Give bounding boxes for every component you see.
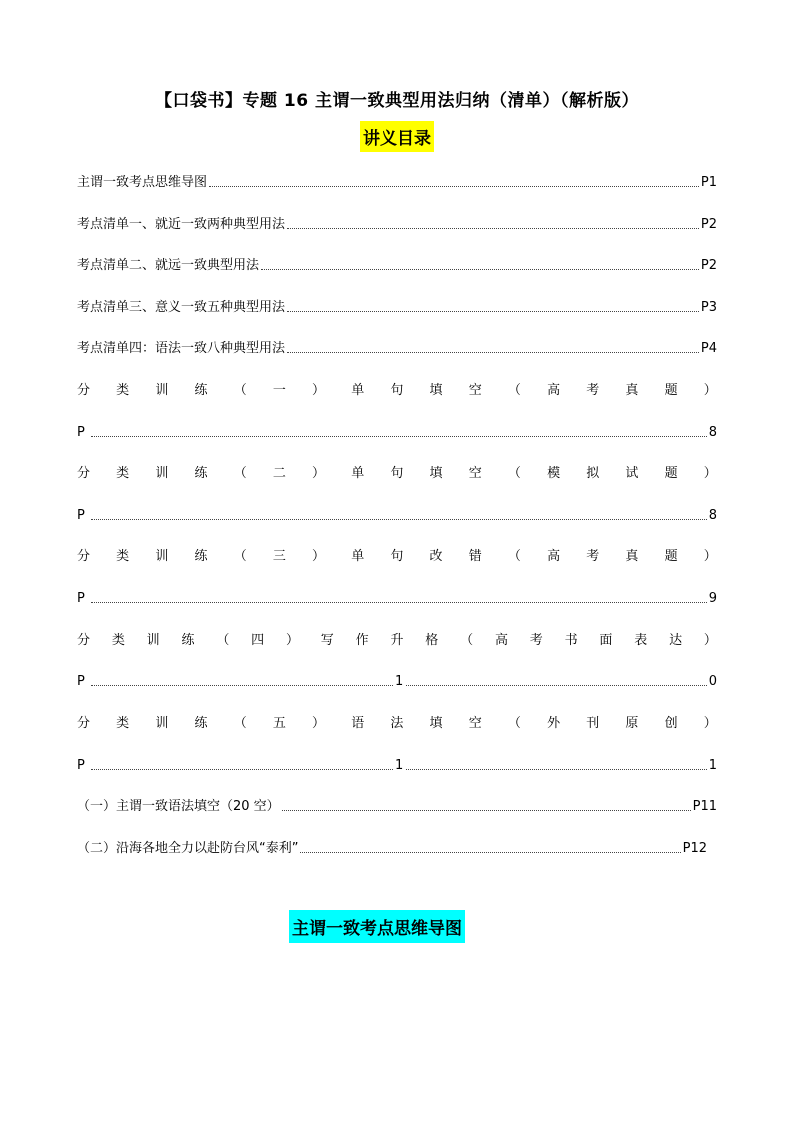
toc-char: ） [312, 716, 326, 731]
page-number: 8 [708, 425, 717, 440]
toc-wide-entry-3[interactable] [77, 542, 717, 564]
toc-heading: 讲义目录 [360, 121, 434, 152]
page-number-part: 1 [395, 674, 404, 689]
toc-char: 训 [146, 633, 160, 648]
toc-entry-label: 考点清单二、就远一致典型用法 [77, 258, 260, 273]
leader-dots [91, 602, 707, 603]
toc-char: 法 [390, 716, 404, 731]
toc-char: 升 [390, 633, 404, 648]
toc-entry[interactable] [77, 334, 717, 356]
toc-char: 高 [547, 383, 561, 398]
toc-char: ） [703, 383, 717, 398]
document-title: 【口袋书】专题 16 主谓一致典型用法归纳（清单）（解析版） [155, 91, 639, 111]
toc-char: 练 [194, 383, 208, 398]
toc-char: 训 [155, 466, 169, 481]
toc-char: 分 [77, 549, 91, 564]
toc-char: 类 [116, 466, 130, 481]
toc-char: 句 [390, 466, 404, 481]
toc-char: 类 [111, 633, 125, 648]
toc-char: 训 [155, 383, 169, 398]
toc-char: （ [507, 549, 521, 564]
toc-char: 表 [634, 633, 648, 648]
toc-entry-page: P2 [700, 217, 717, 232]
toc-char: 分 [77, 466, 91, 481]
toc-char: 空 [468, 716, 482, 731]
toc-char: 分 [77, 716, 91, 731]
page-number: 1 [708, 758, 717, 773]
toc-entry-page: P4 [700, 341, 717, 356]
toc-char: 三 [272, 549, 286, 564]
toc-wide-entry-4[interactable] [77, 626, 717, 648]
toc-entry-page: P1 [700, 175, 717, 190]
toc-char: 单 [351, 549, 365, 564]
toc-char: 真 [625, 383, 639, 398]
toc-char: 练 [194, 716, 208, 731]
leader-dots [209, 186, 699, 187]
toc-entry-label: （二）沿海各地全力以赴防台风“泰利” [77, 841, 299, 856]
toc-entry[interactable] [77, 168, 717, 190]
page-prefix: P [77, 674, 85, 689]
page-number: 0 [708, 674, 717, 689]
toc-char: （ [216, 633, 230, 648]
toc-char: 练 [194, 466, 208, 481]
toc-entry-label: 考点清单一、就近一致两种典型用法 [77, 217, 286, 232]
toc-char: （ [507, 466, 521, 481]
toc-char: 类 [116, 549, 130, 564]
page-prefix: P [77, 591, 85, 606]
toc-entry-label: 考点清单四：语法一致八种典型用法 [77, 341, 286, 356]
leader-dots [282, 810, 691, 811]
toc-char: ） [703, 549, 717, 564]
toc-char: 考 [586, 383, 600, 398]
toc-char: ） [703, 466, 717, 481]
toc-char: 练 [194, 549, 208, 564]
toc-wide-entry-1[interactable] [77, 376, 717, 398]
toc-char: 真 [625, 549, 639, 564]
page-prefix: P [77, 758, 85, 773]
leader-dots [287, 352, 699, 353]
toc-wide-page-row-4 [77, 667, 717, 689]
page-number: 8 [708, 508, 717, 523]
toc-char: 写 [320, 633, 334, 648]
toc-char: 填 [429, 466, 443, 481]
toc-char: （ [233, 716, 247, 731]
toc-char: 一 [272, 383, 286, 398]
toc-char: 错 [468, 549, 482, 564]
toc-char: 高 [547, 549, 561, 564]
page-prefix: P [77, 508, 85, 523]
toc-wide-page-row-3 [77, 584, 717, 606]
toc-char: 空 [468, 383, 482, 398]
toc-char: 题 [664, 549, 678, 564]
toc-char: 作 [355, 633, 369, 648]
toc-char: ） [285, 633, 299, 648]
page-number: 9 [708, 591, 717, 606]
toc-char: （ [460, 633, 474, 648]
toc-char: 考 [529, 633, 543, 648]
toc-wide-page-row-1 [77, 418, 717, 440]
toc-char: 句 [390, 383, 404, 398]
toc-entry-page: P11 [692, 799, 717, 814]
toc-char: 书 [564, 633, 578, 648]
section-heading: 主谓一致考点思维导图 [289, 910, 465, 943]
toc-char: 改 [429, 549, 443, 564]
toc-char: 考 [586, 549, 600, 564]
leader-dots [287, 228, 699, 229]
toc-char: 类 [116, 716, 130, 731]
toc-wide-page-row-2 [77, 501, 717, 523]
toc-char: 四 [251, 633, 265, 648]
toc-char: 语 [351, 716, 365, 731]
toc-wide-entry-5[interactable] [77, 709, 717, 731]
toc-char: 外 [547, 716, 561, 731]
toc-char: ） [312, 383, 326, 398]
toc-char: 练 [181, 633, 195, 648]
leader-dots [261, 269, 699, 270]
toc-char: （ [507, 716, 521, 731]
toc-char: 分 [77, 383, 91, 398]
toc-entry-label: 考点清单三、意义一致五种典型用法 [77, 300, 286, 315]
toc-char: 类 [116, 383, 130, 398]
toc-entry[interactable] [77, 792, 717, 814]
toc-wide-entry-2[interactable] [77, 459, 717, 481]
toc-char: 训 [155, 549, 169, 564]
toc-char: 训 [155, 716, 169, 731]
toc-char: （ [507, 383, 521, 398]
toc-char: ） [312, 549, 326, 564]
toc-char: （ [233, 466, 247, 481]
toc-entry[interactable] [77, 834, 707, 856]
toc-char: ） [703, 633, 717, 648]
toc-entry[interactable] [77, 210, 717, 232]
toc-char: 模 [547, 466, 561, 481]
toc-char: 句 [390, 549, 404, 564]
toc-char: 格 [425, 633, 439, 648]
toc-char: 单 [351, 383, 365, 398]
toc-char: 高 [494, 633, 508, 648]
leader-dots [91, 436, 707, 437]
toc-char: ） [703, 716, 717, 731]
toc-char: 空 [468, 466, 482, 481]
toc-char: 题 [664, 383, 678, 398]
toc-char: 填 [429, 383, 443, 398]
toc-entry-label: 主谓一致考点思维导图 [77, 175, 208, 190]
page-prefix: P [77, 425, 85, 440]
toc-entry-label: （一）主谓一致语法填空（20 空） [77, 799, 280, 814]
toc-char: 拟 [586, 466, 600, 481]
toc-wide-page-row-5 [77, 751, 717, 773]
toc-entry-page: P2 [700, 258, 717, 273]
leader-dots [91, 519, 707, 520]
toc-entry[interactable] [77, 251, 717, 273]
toc-char: 分 [77, 633, 91, 648]
toc-char: ） [312, 466, 326, 481]
toc-char: 创 [664, 716, 678, 731]
toc-char: 单 [351, 466, 365, 481]
page-number-part: 1 [395, 758, 404, 773]
leader-dots [287, 311, 699, 312]
toc-entry-page: P3 [700, 300, 717, 315]
leader-dots [300, 852, 680, 853]
toc-char: 填 [429, 716, 443, 731]
toc-char: 五 [272, 716, 286, 731]
toc-char: （ [233, 383, 247, 398]
toc-char: 原 [625, 716, 639, 731]
toc-entry-page: P12 [682, 841, 707, 856]
toc-char: 试 [625, 466, 639, 481]
toc-char: 二 [272, 466, 286, 481]
toc-char: （ [233, 549, 247, 564]
toc-char: 题 [664, 466, 678, 481]
toc-char: 面 [599, 633, 613, 648]
toc-char: 达 [669, 633, 683, 648]
toc-entry[interactable] [77, 293, 717, 315]
toc-char: 刊 [586, 716, 600, 731]
